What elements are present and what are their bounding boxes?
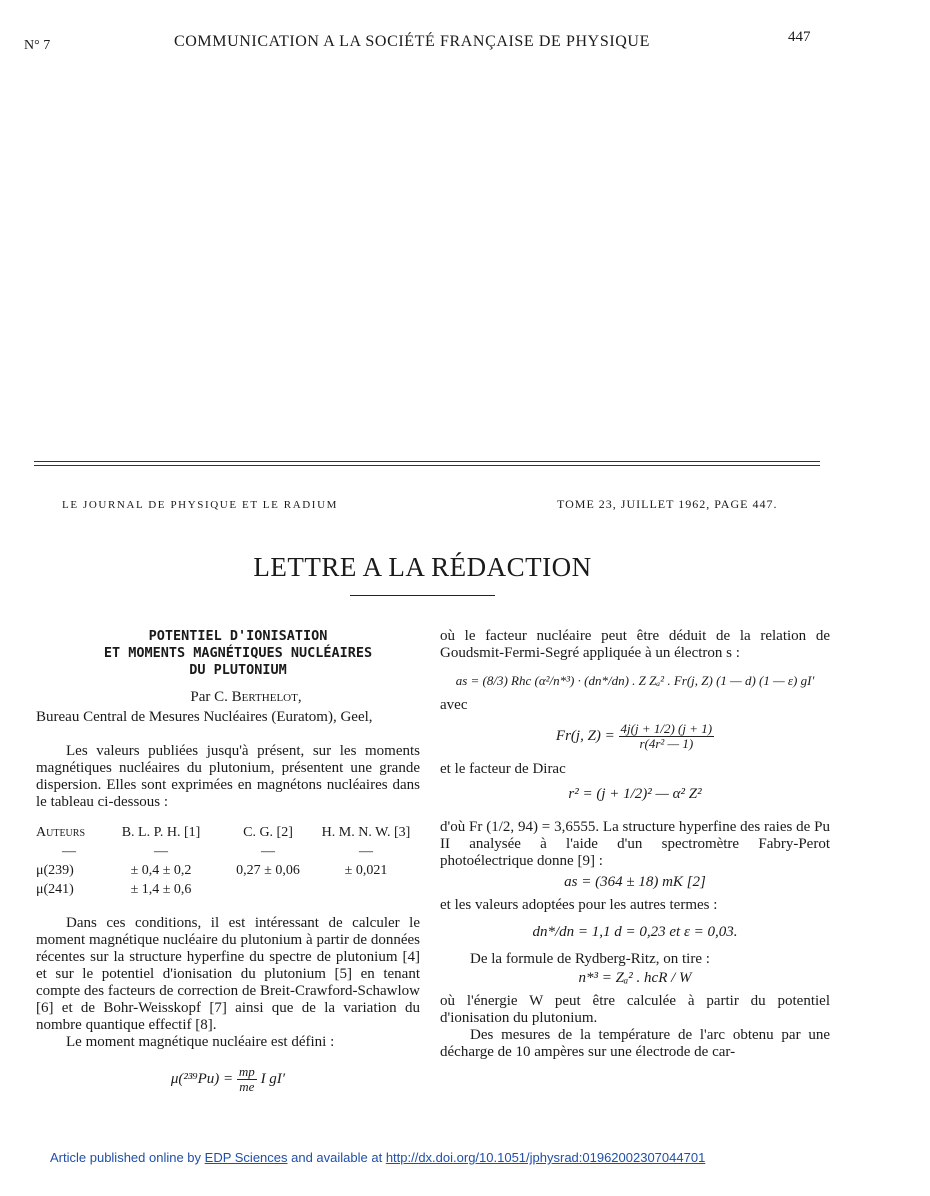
article-title (56, 628, 420, 679)
page-number: 447 (788, 29, 811, 45)
article-title-line1: POTENTIEL D'IONISATION (148, 628, 328, 644)
journal-name: LE JOURNAL DE PHYSIQUE ET LE RADIUM (62, 499, 338, 511)
table-dash: — (154, 844, 168, 859)
footer-prefix: Article published online by (50, 1150, 205, 1165)
equation-moment (36, 1065, 420, 1094)
right-paragraph-1: où le facteur nucléaire peut être déduit de la relation de Goudsmit-Fermi-Segré appliquée à un électron s : (440, 628, 830, 661)
right-paragraph-6: Des mesures de la température de l'arc obtenu par une décharge de 10 ampères sur une électrode de car- (440, 1027, 830, 1060)
publisher-link[interactable]: EDP Sciences (204, 1150, 288, 1165)
table-header: C. G. [2] (243, 825, 293, 840)
right-paragraph-2: d'où Fr (1/2, 94) = 3,6555. La structure hyperfine des raies de Pu II analysée à l'aide d'un spectromètre Fabry-Perot photoélectrique donne [9] : (440, 819, 830, 869)
equation-as-value: as = (364 ± 18) mK [2] (564, 874, 706, 890)
journal-tome: TOME 23, JUILLET 1962, PAGE 447. (557, 497, 778, 511)
footer-middle: and available at (287, 1150, 386, 1165)
table-cell (220, 880, 316, 899)
paragraph-3: Le moment magnétique nucléaire est défini : (66, 1034, 335, 1050)
table-cell: ± 0,4 ± 0,2 (130, 863, 192, 878)
table-dash: — (359, 844, 373, 859)
author-name: Berthelot, (231, 689, 302, 705)
moments-table (36, 823, 416, 899)
table-header: B. L. P. H. [1] (121, 825, 201, 840)
right-paragraph-3: et les valeurs adoptées pour les autres termes : (440, 897, 718, 913)
article-title-line2: ET MOMENTS MAGNÉTIQUES NUCLÉAIRES (103, 645, 373, 661)
right-column (440, 628, 830, 1061)
title-underline (350, 595, 495, 596)
right-paragraph-4: De la formule de Rydberg-Ritz, on tire : (470, 951, 710, 967)
equation-as: as = (8/3) Rhc (α²/n*³) · (dn*/dn) . Z Zₐ² . Fr(j, Z) (1 — d) (1 — ε) gI′ (455, 673, 815, 688)
right-paragraph-5: où l'énergie W peut être calculée à partir du potentiel d'ionisation du plutonium. (440, 993, 830, 1026)
section-title: LETTRE A LA RÉDACTION (253, 552, 592, 582)
equation-moment-left: μ(²³⁹Pu) = (170, 1070, 234, 1087)
table-cell (316, 880, 416, 899)
dirac-label: et le facteur de Dirac (440, 761, 566, 777)
equation-moment-right: I gI′ (260, 1070, 286, 1087)
left-column (36, 628, 420, 1100)
separator-rule-bottom (34, 465, 820, 466)
equation-rydberg: n*³ = Zₐ² . hcR / W (578, 970, 692, 986)
table-dash-row (36, 842, 416, 861)
table-header-row (36, 823, 416, 842)
equation-fr (440, 722, 830, 751)
issue-number: N° 7 (24, 38, 51, 53)
author-line (72, 689, 420, 706)
table-dash: — (62, 844, 76, 859)
table-cell: ± 1,4 ± 0,6 (130, 882, 192, 897)
equation-fr-left: Fr(j, Z) = (555, 727, 615, 744)
article-title-line3: DU PLUTONIUM (189, 662, 287, 678)
table-cell: 0,27 ± 0,06 (236, 863, 300, 878)
table-cell: ± 0,021 (344, 863, 388, 878)
paragraph-2: Dans ces conditions, il est intéressant de calculer le moment magnétique nucléaire du plutonium à partir de données récentes sur la structure hyperfine du spectre de plutonium [4] et sur le potentiel d'ionisation du plutonium [5] en tenant compte des facteurs de correction de Breit-Crawford-Schawlow [6] et de Bohr-Weisskopf [7] ainsi que de la variation du nombre quantique effectif [8]. (36, 915, 420, 1033)
table-row (36, 861, 416, 880)
avec-label: avec (440, 697, 468, 713)
author-prefix: Par C. (190, 689, 232, 705)
equation-terms: dn*/dn = 1,1 d = 0,23 et ε = 0,03. (532, 924, 738, 940)
equation-moment-fraction: $\frac{mp}{me}$ (238, 1064, 255, 1094)
doi-link[interactable]: http://dx.doi.org/10.1051/jphysrad:01962002307044701 (385, 1150, 706, 1165)
table-cell: μ(241) (36, 882, 74, 897)
table-header: H. M. N. W. [3] (321, 825, 411, 840)
affiliation: Bureau Central de Mesures Nucléaires (Euratom), Geel, (36, 709, 373, 725)
running-title: COMMUNICATION A LA SOCIÉTÉ FRANÇAISE DE PHYSIQUE (174, 33, 650, 50)
table-row (36, 880, 416, 899)
equation-fr-fraction: $\frac{4j(j + 1/2) (j + 1)}{\text{r(4r² — 1)}}$ (620, 721, 713, 751)
equation-dirac: r² = (j + 1/2)² — α² Z² (568, 786, 702, 802)
publication-footer (50, 1150, 705, 1165)
table-dash: — (261, 844, 275, 859)
separator-rule-top (34, 461, 820, 462)
table-header: Auteurs (36, 825, 86, 840)
paragraph-1: Les valeurs publiées jusqu'à présent, sur les moments magnétiques nucléaires du plutonium, présentent une grande dispersion. Elles sont exprimées en magnétons nucléaires dans le tableau ci-dessous : (36, 743, 420, 810)
table-cell: μ(239) (36, 863, 74, 878)
